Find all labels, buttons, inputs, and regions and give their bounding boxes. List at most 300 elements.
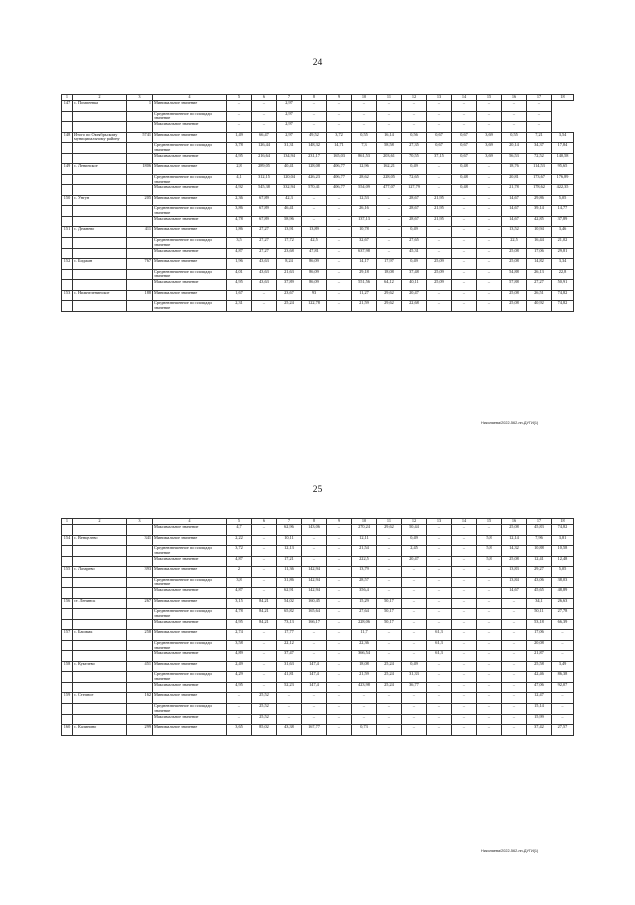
header-cell: 16: [502, 519, 527, 525]
value-cell: –: [302, 630, 327, 641]
value-type-label: Максимальное значение: [153, 556, 227, 567]
value-cell: –: [327, 661, 352, 672]
value-cell: 0,73: [352, 725, 377, 736]
value-cell: 31,63: [277, 661, 302, 672]
value-cell: –: [352, 693, 377, 704]
value-cell: 1,67: [227, 290, 252, 301]
value-cell: –: [377, 216, 402, 227]
value-cell: –: [302, 714, 327, 725]
value-type-label: Минимальное значение: [153, 132, 227, 143]
table-row: [62, 111, 574, 122]
value-cell: 14,17: [352, 259, 377, 270]
settlement-name: [73, 619, 127, 630]
table-row: [62, 630, 574, 641]
value-cell: 22,5: [502, 237, 527, 248]
table-row: [62, 546, 574, 557]
value-cell: 289,05: [252, 164, 277, 175]
value-cell: 2,45: [402, 546, 427, 557]
value-cell: –: [252, 101, 277, 112]
value-cell: 0,49: [402, 661, 427, 672]
value-cell: –: [477, 227, 502, 238]
value-cell: 25,24: [377, 672, 402, 683]
value-cell: –: [477, 630, 502, 641]
value-cell: –: [427, 301, 452, 312]
value-cell: 406,77: [327, 185, 352, 196]
value-cell: 72,65: [402, 174, 427, 185]
value-cell: –: [477, 693, 502, 704]
table-row: [62, 672, 574, 683]
value-cell: 27,57: [552, 725, 574, 736]
value-cell: –: [302, 206, 327, 217]
value-cell: 4,92: [227, 185, 252, 196]
value-cell: 5,05: [552, 195, 574, 206]
value-cell: 11,36: [277, 567, 302, 578]
value-cell: 3,58: [227, 640, 252, 651]
row-number: 155: [62, 567, 73, 578]
value-cell: –: [252, 535, 277, 546]
value-cell: 45,65: [527, 588, 552, 599]
value-cell: –: [327, 259, 352, 270]
value-cell: 26,13: [527, 269, 552, 280]
value-cell: –: [252, 525, 277, 536]
page-number-bottom: 25: [312, 485, 323, 495]
value-cell: –: [327, 588, 352, 599]
value-type-label: Минимальное значение: [153, 195, 227, 206]
value-cell: –: [502, 682, 527, 693]
value-type-label: Средневзвешенное по площади значение: [153, 111, 227, 122]
settlement-name: [73, 640, 127, 651]
value-cell: –: [377, 111, 402, 122]
table-row: [62, 535, 574, 546]
table-row: [62, 525, 574, 536]
value-cell: 47,06: [527, 682, 552, 693]
value-cell: 2,97: [277, 101, 302, 112]
value-cell: 10,11: [277, 535, 302, 546]
population: [127, 609, 153, 620]
value-cell: 54,02: [277, 598, 302, 609]
value-type-label: Минимальное значение: [153, 101, 227, 112]
value-cell: 203,61: [377, 153, 402, 164]
value-type-label: Максимальное значение: [153, 153, 227, 164]
value-cell: –: [477, 682, 502, 693]
population: [127, 174, 153, 185]
value-cell: 2,97: [277, 132, 302, 143]
value-cell: 120,04: [277, 174, 302, 185]
value-cell: –: [327, 577, 352, 588]
value-cell: 86,09: [302, 259, 327, 270]
value-cell: –: [252, 567, 277, 578]
value-cell: –: [452, 556, 477, 567]
value-cell: –: [227, 101, 252, 112]
value-cell: –: [427, 672, 452, 683]
population: 267: [127, 598, 153, 609]
row-number: [62, 609, 73, 620]
row-number: [62, 216, 73, 227]
value-cell: –: [452, 577, 477, 588]
settlement-name: [73, 216, 127, 227]
value-cell: –: [552, 630, 574, 641]
value-cell: –: [252, 122, 277, 133]
value-cell: 37,89: [552, 216, 574, 227]
value-cell: –: [452, 630, 477, 641]
population: [127, 588, 153, 599]
value-cell: –: [327, 301, 352, 312]
value-cell: –: [377, 630, 402, 641]
value-cell: –: [502, 122, 527, 133]
value-cell: 356,4: [352, 588, 377, 599]
population: 341: [127, 535, 153, 546]
value-type-label: Максимальное значение: [153, 280, 227, 291]
value-cell: –: [502, 725, 527, 736]
value-cell: 43,63: [252, 259, 277, 270]
row-number: 150: [62, 195, 73, 206]
value-cell: 4,29: [227, 672, 252, 683]
value-cell: 61,3: [427, 651, 452, 662]
value-cell: –: [327, 693, 352, 704]
value-cell: –: [477, 609, 502, 620]
value-cell: –: [502, 651, 527, 662]
value-cell: 50,17: [377, 609, 402, 620]
value-cell: 43,63: [252, 269, 277, 280]
value-cell: 84,21: [252, 609, 277, 620]
data-table-bottom: [61, 518, 574, 736]
row-number: [62, 269, 73, 280]
value-cell: –: [452, 546, 477, 557]
value-cell: –: [402, 598, 427, 609]
value-cell: 162,21: [377, 164, 402, 175]
value-cell: –: [427, 725, 452, 736]
value-cell: –: [327, 725, 352, 736]
value-cell: 38,03: [552, 577, 574, 588]
value-cell: 114,53: [527, 164, 552, 175]
value-cell: 1,96: [227, 259, 252, 270]
value-type-label: Максимальное значение: [153, 185, 227, 196]
value-cell: –: [302, 195, 327, 206]
value-cell: 545,38: [252, 185, 277, 196]
value-cell: –: [427, 164, 452, 175]
value-cell: –: [402, 567, 427, 578]
row-number: 148: [62, 132, 73, 143]
value-cell: –: [527, 101, 552, 112]
data-table-top: [61, 94, 574, 312]
value-cell: 2,97: [277, 111, 302, 122]
value-cell: 21,87: [527, 651, 552, 662]
population: 299: [127, 725, 153, 736]
header-cell: 17: [527, 519, 552, 525]
value-cell: 40,11: [402, 280, 427, 291]
settlement-name: [73, 111, 127, 122]
settlement-name: [73, 714, 127, 725]
value-cell: –: [427, 535, 452, 546]
settlement-name: [73, 703, 127, 714]
value-type-label: Минимальное значение: [153, 661, 227, 672]
value-cell: –: [477, 525, 502, 536]
value-cell: –: [427, 556, 452, 567]
population: [127, 216, 153, 227]
value-cell: 84,21: [252, 619, 277, 630]
table-row: [62, 280, 574, 291]
value-cell: 37,42: [527, 725, 552, 736]
value-cell: 2,36: [227, 195, 252, 206]
value-cell: 570,41: [302, 185, 327, 196]
value-cell: 477,07: [377, 185, 402, 196]
table-row: [62, 714, 574, 725]
value-cell: 2,8: [227, 164, 252, 175]
value-cell: 25,52: [252, 714, 277, 725]
value-cell: 12,53: [352, 195, 377, 206]
value-cell: 14,82: [527, 259, 552, 270]
value-cell: –: [327, 290, 352, 301]
value-cell: –: [477, 714, 502, 725]
value-cell: 2,49: [227, 661, 252, 672]
population: [127, 651, 153, 662]
value-cell: –: [302, 122, 327, 133]
value-cell: –: [227, 703, 252, 714]
value-cell: 3,15: [227, 598, 252, 609]
value-cell: –: [327, 206, 352, 217]
value-cell: 142,94: [302, 567, 327, 578]
value-cell: 22,68: [402, 301, 427, 312]
population: [127, 111, 153, 122]
settlement-name: [73, 682, 127, 693]
value-cell: –: [427, 290, 452, 301]
value-cell: –: [327, 651, 352, 662]
value-cell: 2,97: [277, 122, 302, 133]
value-cell: 40,41: [277, 164, 302, 175]
value-cell: 0,49: [402, 164, 427, 175]
value-cell: 27,35: [402, 143, 427, 154]
value-cell: 554,09: [352, 185, 377, 196]
value-cell: 31,31: [277, 143, 302, 154]
value-cell: 16,44: [527, 237, 552, 248]
value-cell: 0,55: [352, 132, 377, 143]
value-cell: 56,53: [502, 153, 527, 164]
value-cell: 14,67: [502, 206, 527, 217]
value-cell: 13,79: [352, 567, 377, 578]
value-type-label: Средневзвешенное по площади значение: [153, 301, 227, 312]
table-row: [62, 185, 574, 196]
value-cell: 29,18: [352, 269, 377, 280]
value-cell: –: [327, 101, 352, 112]
value-type-label: Максимальное значение: [153, 682, 227, 693]
value-cell: 62,91: [277, 588, 302, 599]
value-cell: 18,08: [377, 269, 402, 280]
value-cell: –: [427, 122, 452, 133]
header-cell: 10: [352, 95, 377, 101]
row-number: [62, 153, 73, 164]
population: [127, 682, 153, 693]
value-cell: 3,46: [552, 227, 574, 238]
table-row: [62, 556, 574, 567]
value-cell: 36,77: [402, 682, 427, 693]
value-cell: 25,58: [527, 661, 552, 672]
document-stamp-top: Николаева/2022-562-пп-ДУГИ(1): [481, 421, 539, 425]
value-cell: 64,12: [377, 280, 402, 291]
table-row: [62, 164, 574, 175]
page-number-top: 24: [312, 58, 323, 68]
value-cell: –: [402, 577, 427, 588]
population: 767: [127, 259, 153, 270]
value-cell: 134,94: [277, 153, 302, 164]
header-cell: 2: [73, 95, 127, 101]
value-cell: –: [477, 672, 502, 683]
settlement-name: с. Дежнево: [73, 227, 127, 238]
header-cell: 3: [127, 519, 153, 525]
table-row: [62, 237, 574, 248]
population: [127, 577, 153, 588]
value-cell: 2,31: [227, 301, 252, 312]
settlement-name: с. Башмак: [73, 630, 127, 641]
value-cell: 423,98: [352, 682, 377, 693]
population: 205: [127, 195, 153, 206]
value-type-label: Средневзвешенное по площади значение: [153, 174, 227, 185]
value-cell: 0,67: [452, 132, 477, 143]
value-cell: 20,81: [502, 174, 527, 185]
value-cell: 34,1: [527, 598, 552, 609]
value-cell: 26,51: [527, 290, 552, 301]
table-row: [62, 269, 574, 280]
value-cell: 0,48: [452, 164, 477, 175]
table-row: [62, 567, 574, 578]
value-cell: 137,13: [352, 216, 377, 227]
value-cell: –: [402, 122, 427, 133]
population: [127, 525, 153, 536]
value-cell: –: [477, 640, 502, 651]
table-row: [62, 174, 574, 185]
row-number: [62, 280, 73, 291]
value-cell: –: [377, 206, 402, 217]
population: [127, 546, 153, 557]
value-cell: 12,14: [502, 535, 527, 546]
value-cell: 17,97: [377, 259, 402, 270]
table-row: [62, 301, 574, 312]
row-number: [62, 588, 73, 599]
row-number: [62, 143, 73, 154]
value-cell: 21,95: [427, 195, 452, 206]
value-cell: –: [402, 640, 427, 651]
settlement-name: [73, 651, 127, 662]
value-cell: –: [252, 577, 277, 588]
value-cell: 20,47: [402, 290, 427, 301]
value-cell: –: [377, 101, 402, 112]
value-cell: 3,54: [552, 132, 574, 143]
value-cell: 21,59: [352, 672, 377, 683]
document-stamp-bottom: Николаева/2022-562-пп-ДУГИ(1): [481, 849, 539, 853]
value-cell: 3,72: [227, 546, 252, 557]
value-cell: 28,62: [352, 174, 377, 185]
value-type-label: Минимальное значение: [153, 164, 227, 175]
value-cell: –: [452, 237, 477, 248]
value-cell: –: [327, 546, 352, 557]
value-cell: 22,12: [277, 640, 302, 651]
value-cell: 28,67: [402, 216, 427, 227]
value-cell: 10,94: [527, 227, 552, 238]
value-cell: –: [502, 630, 527, 641]
table-row: [62, 227, 574, 238]
value-cell: –: [427, 693, 452, 704]
header-cell: 9: [327, 519, 352, 525]
value-cell: 3,69: [477, 143, 502, 154]
value-cell: 4,78: [227, 609, 252, 620]
value-cell: 14,67: [502, 195, 527, 206]
value-cell: –: [377, 714, 402, 725]
value-cell: –: [452, 640, 477, 651]
value-cell: 43,63: [252, 280, 277, 291]
value-cell: 20,08: [527, 640, 552, 651]
value-cell: –: [227, 111, 252, 122]
value-cell: 25,08: [502, 290, 527, 301]
value-cell: 31,86: [277, 577, 302, 588]
value-cell: –: [452, 122, 477, 133]
value-cell: –: [452, 290, 477, 301]
value-cell: 26,16: [352, 206, 377, 217]
header-cell: 15: [477, 95, 502, 101]
value-cell: 0,67: [427, 132, 452, 143]
population: [127, 672, 153, 683]
value-cell: –: [377, 588, 402, 599]
population: [127, 122, 153, 133]
header-cell: 5: [227, 95, 252, 101]
value-cell: 4,87: [227, 556, 252, 567]
value-cell: 4,7: [227, 525, 252, 536]
value-cell: 17,21: [277, 556, 302, 567]
value-cell: 861,53: [352, 153, 377, 164]
population: 411: [127, 227, 153, 238]
value-cell: –: [302, 703, 327, 714]
value-cell: –: [452, 101, 477, 112]
value-cell: –: [327, 598, 352, 609]
value-cell: –: [377, 535, 402, 546]
value-cell: 147,4: [302, 672, 327, 683]
settlement-name: [73, 153, 127, 164]
settlement-name: с. Ленинское: [73, 164, 127, 175]
header-cell: 12: [402, 95, 427, 101]
value-cell: 25,08: [502, 259, 527, 270]
row-number: [62, 672, 73, 683]
value-cell: 28,67: [402, 206, 427, 217]
value-cell: –: [477, 195, 502, 206]
value-cell: 74,82: [552, 290, 574, 301]
value-cell: 142,94: [302, 588, 327, 599]
value-cell: –: [302, 693, 327, 704]
value-cell: 3,8: [227, 577, 252, 588]
value-cell: 58,96: [277, 216, 302, 227]
value-cell: 3,65: [227, 725, 252, 736]
value-cell: 28,57: [352, 577, 377, 588]
value-cell: –: [377, 122, 402, 133]
value-cell: 27,27: [252, 227, 277, 238]
value-cell: 29,62: [377, 290, 402, 301]
value-cell: –: [477, 577, 502, 588]
value-cell: 14,71: [327, 143, 352, 154]
value-cell: –: [377, 640, 402, 651]
value-cell: 21,02: [552, 237, 574, 248]
settlement-name: с. Степное: [73, 693, 127, 704]
value-cell: 48,89: [552, 588, 574, 599]
value-cell: 406,77: [327, 164, 352, 175]
value-cell: –: [227, 714, 252, 725]
header-cell: 12: [402, 519, 427, 525]
header-cell: 2: [73, 519, 127, 525]
value-cell: 43,06: [527, 577, 552, 588]
value-cell: 47,81: [302, 248, 327, 259]
value-cell: –: [552, 651, 574, 662]
value-cell: 15,14: [527, 703, 552, 714]
value-cell: –: [452, 301, 477, 312]
value-cell: 23,68: [277, 248, 302, 259]
population: [127, 185, 153, 196]
value-cell: 50,44: [402, 525, 427, 536]
